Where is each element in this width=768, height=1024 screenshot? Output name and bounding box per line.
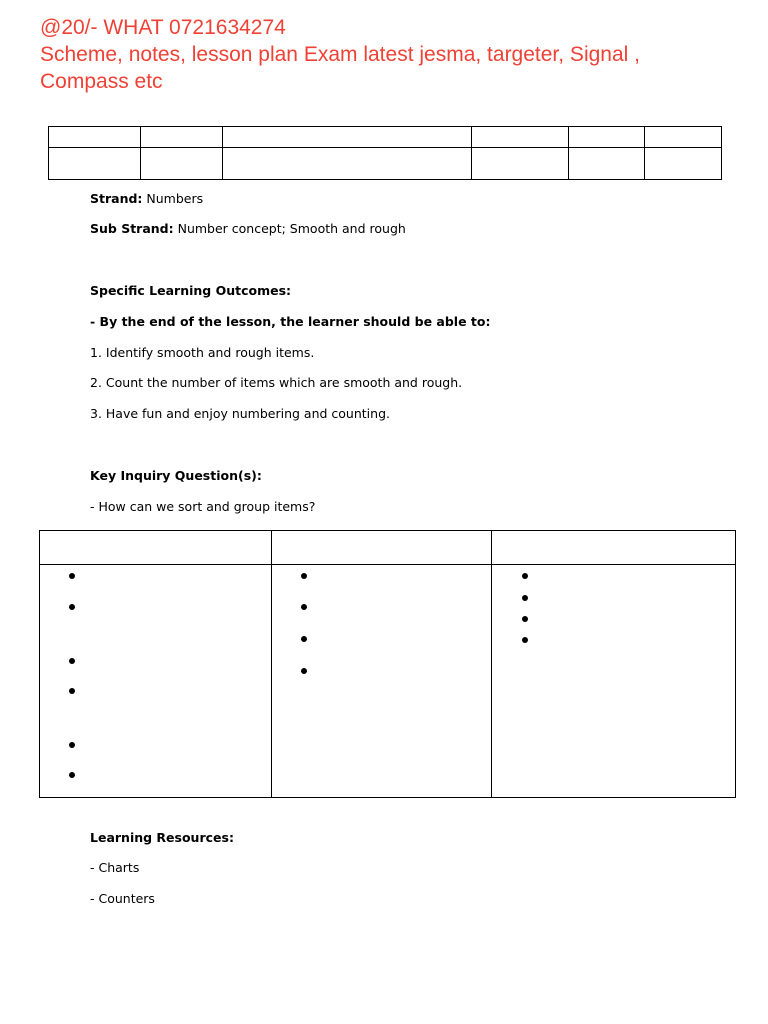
- lesson-header-table: [48, 126, 722, 180]
- banner-line-3: Compass etc: [40, 70, 163, 93]
- bullet-icon: [522, 595, 528, 601]
- header-cell: [49, 148, 141, 180]
- outcomes-heading: [90, 283, 291, 299]
- resources-heading-text: Learning Resources:: [90, 830, 234, 845]
- header-cell: [223, 127, 472, 148]
- activities-column-2: [272, 565, 492, 798]
- header-cell: [569, 148, 645, 180]
- bullet-icon: [301, 604, 307, 610]
- sub-strand-label: Sub Strand:: [90, 221, 174, 236]
- strand-label: Strand:: [90, 191, 143, 206]
- inquiry-heading-text: Key Inquiry Question(s):: [90, 468, 262, 483]
- header-table-row: [49, 148, 722, 180]
- strand-line: [90, 191, 203, 207]
- sub-strand-value: Number concept; Smooth and rough: [173, 221, 406, 236]
- header-cell: [472, 148, 569, 180]
- header-cell: [569, 127, 645, 148]
- header-cell: [141, 148, 223, 180]
- resource-item-2: - Counters: [90, 891, 155, 906]
- header-cell: [223, 148, 472, 180]
- outcome-item-2: 2. Count the number of items which are smooth and rough.: [90, 375, 463, 390]
- inquiry-heading: [90, 468, 262, 484]
- header-cell: [141, 127, 223, 148]
- inquiry-question: - How can we sort and group items?: [90, 499, 316, 514]
- bullet-icon: [69, 742, 75, 748]
- outcome-item-1: 1. Identify smooth and rough items.: [90, 345, 315, 360]
- activities-column-3: [492, 565, 736, 798]
- header-cell: [645, 148, 722, 180]
- bullet-icon: [69, 573, 75, 579]
- activities-header-row: [40, 531, 736, 565]
- bullet-icon: [69, 604, 75, 610]
- header-table-row: [49, 127, 722, 148]
- bullet-icon: [69, 688, 75, 694]
- outcome-item-3: 3. Have fun and enjoy numbering and counting.: [90, 406, 390, 421]
- bullet-icon: [301, 636, 307, 642]
- header-cell: [472, 127, 569, 148]
- resource-item-1: - Charts: [90, 860, 140, 875]
- outcomes-intro: [90, 314, 490, 330]
- strand-value: Numbers: [142, 191, 204, 206]
- bullet-icon: [301, 668, 307, 674]
- activities-header-cell: [40, 531, 272, 565]
- header-cell: [645, 127, 722, 148]
- sub-strand-line: [90, 221, 406, 237]
- activities-header-cell: [492, 531, 736, 565]
- activities-table: [39, 530, 736, 798]
- bullet-icon: [522, 616, 528, 622]
- bullet-icon: [301, 573, 307, 579]
- resources-heading: [90, 830, 234, 846]
- activities-body-row: [40, 565, 736, 798]
- bullet-icon: [522, 573, 528, 579]
- bullet-icon: [69, 658, 75, 664]
- outcomes-heading-text: Specific Learning Outcomes:: [90, 283, 292, 298]
- outcomes-intro-text: - By the end of the lesson, the learner should be able to:: [90, 314, 491, 329]
- header-cell: [49, 127, 141, 148]
- banner-line-1: @20/- WHAT 0721634274: [40, 16, 286, 39]
- bullet-icon: [69, 772, 75, 778]
- activities-column-1: [40, 565, 272, 798]
- banner-line-2: Scheme, notes, lesson plan Exam latest jesma, targeter, Signal ,: [40, 43, 640, 66]
- contact-banner: [40, 14, 740, 95]
- bullet-icon: [522, 637, 528, 643]
- activities-header-cell: [272, 531, 492, 565]
